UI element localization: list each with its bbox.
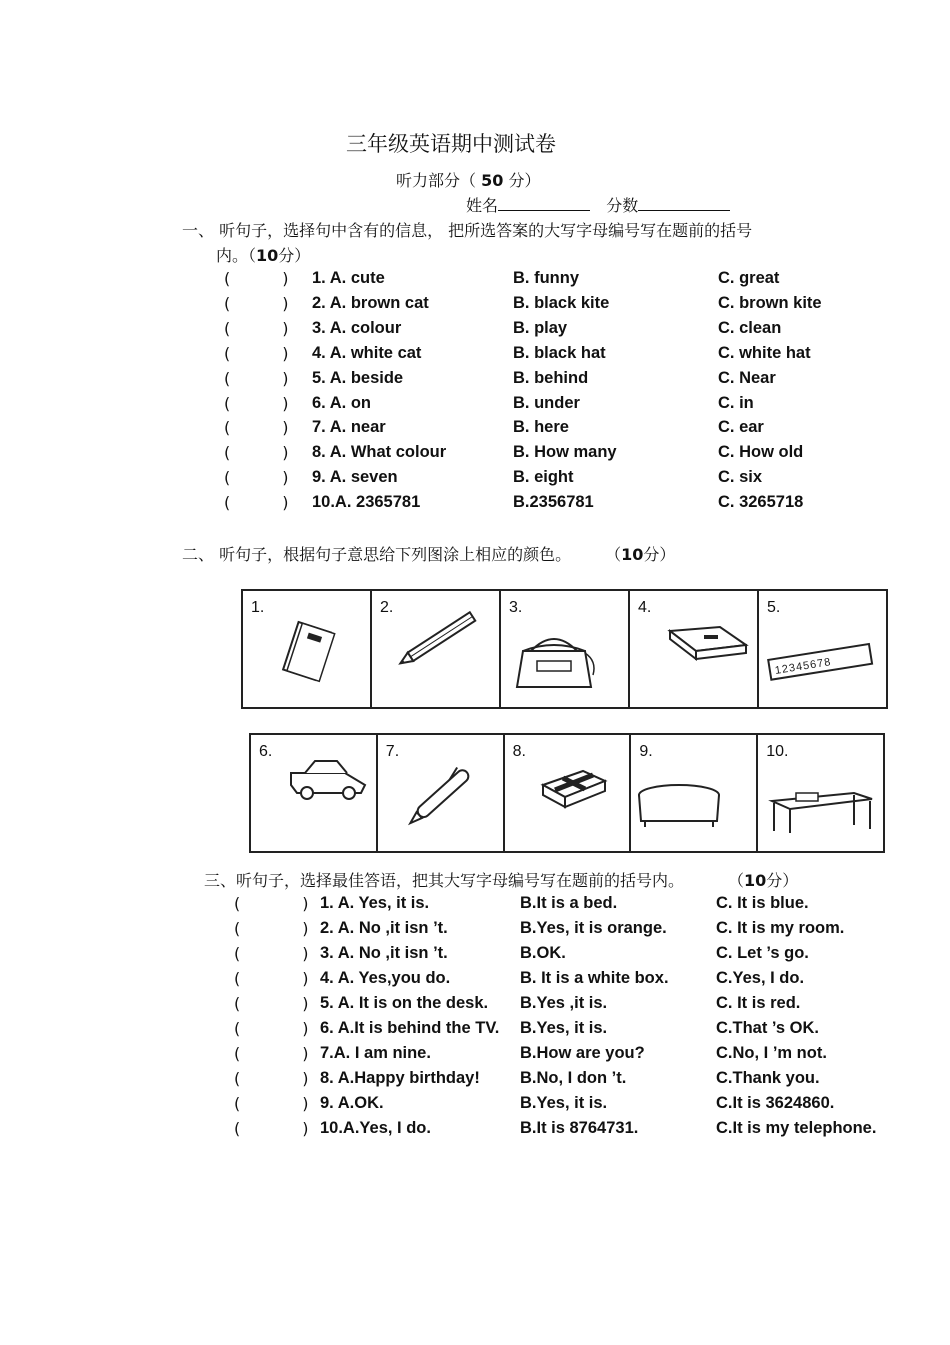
- subtitle-score: 50: [481, 171, 504, 190]
- answer-bracket[interactable]: ( ): [224, 418, 289, 438]
- option-b: B.Yes, it is.: [520, 1019, 608, 1037]
- answer-bracket[interactable]: ( ): [234, 944, 309, 963]
- option-b: B. It is a white box.: [520, 969, 669, 987]
- section2-heading-text: 二、 听句子，根据句子意思给下列图涂上相应的颜色。: [182, 545, 572, 564]
- option-c: C. in: [718, 393, 754, 412]
- option-a: 5. A. It is on the desk.: [320, 994, 489, 1012]
- option-b: B. under: [513, 393, 580, 412]
- option-a: 5. A. beside: [312, 368, 404, 387]
- option-b: B.Yes, it is.: [520, 1094, 608, 1112]
- option-c: C. six: [718, 468, 763, 487]
- option-a: 4. A. Yes,you do.: [320, 969, 451, 987]
- picture-number: 10.: [766, 743, 789, 760]
- option-b: B. here: [513, 418, 569, 437]
- option-b: B. black hat: [513, 343, 606, 362]
- option-c: C. It is red.: [716, 994, 801, 1012]
- option-a: 2. A. brown cat: [312, 293, 429, 312]
- picture-cell-9[interactable]: [631, 735, 758, 851]
- ruler-icon: [759, 591, 887, 707]
- picture-number: 7.: [385, 743, 400, 760]
- option-a: 7. A. near: [312, 418, 386, 437]
- option-c: C. clean: [718, 318, 782, 337]
- option-c: C.No, I ’m not.: [716, 1044, 827, 1062]
- picture-number: 2.: [380, 599, 394, 616]
- desk-icon: [758, 735, 884, 851]
- answer-bracket[interactable]: ( ): [234, 1019, 309, 1038]
- answer-bracket[interactable]: ( ): [224, 343, 289, 363]
- picture-number: 5.: [767, 599, 781, 616]
- picture-number: 9.: [639, 743, 653, 760]
- book-icon: [243, 591, 371, 707]
- option-a: 10.A.Yes, I do.: [320, 1119, 431, 1137]
- answer-bracket[interactable]: ( ): [234, 1069, 309, 1088]
- section1-heading: 一、 听句子，选择句中含有的信息， 把所选答案的大写字母编号写在题前的括号: [182, 221, 753, 240]
- option-a: 7.A. I am nine.: [320, 1044, 431, 1062]
- answer-bracket[interactable]: ( ): [224, 293, 289, 313]
- option-a: 4. A. white cat: [312, 343, 422, 362]
- answer-bracket[interactable]: ( ): [234, 994, 309, 1013]
- option-b: B.Yes, it is orange.: [520, 919, 667, 937]
- section3-heading-text: 三、听句子，选择最佳答语，把其大写字母编号写在题前的括号内。: [204, 871, 685, 890]
- option-a: 3. A. No ,it isn ’t.: [320, 944, 448, 962]
- option-b: B.No, I don ’t.: [520, 1069, 627, 1087]
- picture-row-1: [241, 589, 888, 709]
- option-b: B.How are you?: [520, 1044, 645, 1062]
- name-field[interactable]: [498, 196, 590, 211]
- option-b: B. play: [513, 318, 568, 337]
- option-a: 10.A. 2365781: [312, 493, 421, 512]
- answer-bracket[interactable]: ( ): [234, 919, 309, 938]
- subtitle: [396, 168, 540, 191]
- answer-bracket[interactable]: ( ): [234, 894, 309, 913]
- option-c: C. 3265718: [718, 493, 804, 512]
- answer-bracket[interactable]: ( ): [224, 393, 289, 413]
- round-table-icon: [631, 735, 757, 851]
- option-c: C. Let ’s go.: [716, 944, 809, 962]
- picture-cell-4[interactable]: [630, 591, 759, 707]
- name-score-row: [466, 193, 730, 216]
- name-label: 姓名: [466, 196, 499, 215]
- pen-icon: [378, 735, 504, 851]
- picture-number: 1.: [251, 599, 265, 616]
- section1-heading-prefix: 内。（: [216, 246, 257, 265]
- picture-number: 6.: [259, 743, 273, 760]
- section2-score-suffix: 分）: [643, 545, 676, 564]
- section3-heading: [204, 868, 798, 891]
- option-c: C.Thank you.: [716, 1069, 820, 1087]
- option-c: C.Yes, I do.: [716, 969, 805, 987]
- section2-heading: [182, 542, 675, 565]
- picture-cell-3[interactable]: [501, 591, 630, 707]
- picture-cell-2[interactable]: [372, 591, 501, 707]
- option-a: 6. A. on: [312, 393, 371, 412]
- picture-row-2: [249, 733, 885, 853]
- option-b: B.OK.: [520, 944, 566, 962]
- option-a: 6. A.It is behind the TV.: [320, 1019, 500, 1037]
- option-a: 2. A. No ,it isn ’t.: [320, 919, 448, 937]
- answer-bracket[interactable]: ( ): [224, 269, 289, 288]
- score-label: 分数: [606, 196, 639, 215]
- picture-number: 8.: [512, 743, 526, 760]
- pencil-box-icon: [630, 591, 758, 707]
- answer-bracket[interactable]: ( ): [234, 1094, 309, 1113]
- picture-cell-7[interactable]: [378, 735, 505, 851]
- ruler-digits: 12345678: [774, 656, 833, 677]
- section1-score: 10: [256, 246, 279, 265]
- answer-bracket[interactable]: ( ): [224, 468, 289, 488]
- option-c: C. How old: [718, 443, 804, 462]
- picture-cell-10[interactable]: [758, 735, 883, 851]
- option-a: 3. A. colour: [312, 318, 402, 337]
- option-b: B. How many: [513, 443, 617, 462]
- option-a: 1. A. cute: [312, 269, 385, 287]
- option-c: C. Near: [718, 368, 776, 387]
- pencil-icon: [372, 591, 500, 707]
- section2-score: 10: [621, 545, 644, 564]
- car-icon: [251, 735, 377, 851]
- option-c: C.It is my telephone.: [716, 1119, 877, 1137]
- picture-number: 4.: [638, 599, 652, 616]
- section3-score-prefix: （: [728, 871, 745, 890]
- option-b: B. funny: [513, 269, 579, 287]
- subtitle-prefix: 听力部分（: [396, 171, 477, 190]
- option-a: 9. A.OK.: [320, 1094, 384, 1112]
- option-b: B.It is a bed.: [520, 894, 618, 912]
- section1-heading-line2: [216, 243, 310, 266]
- answer-bracket[interactable]: ( ): [224, 493, 289, 513]
- option-c: C. brown kite: [718, 293, 822, 312]
- picture-cell-6[interactable]: [251, 735, 378, 851]
- gift-box-icon: [505, 735, 631, 851]
- section1-heading-suffix: 分）: [278, 246, 311, 265]
- page-title: 三年级英语期中测试卷: [346, 132, 556, 156]
- answer-bracket[interactable]: ( ): [224, 368, 289, 388]
- answer-bracket[interactable]: ( ): [234, 1119, 309, 1138]
- score-field[interactable]: [638, 196, 730, 211]
- option-a: 8. A. What colour: [312, 443, 447, 462]
- option-a: 1. A. Yes, it is.: [320, 894, 430, 912]
- picture-cell-1[interactable]: [243, 591, 372, 707]
- option-b: B.2356781: [513, 493, 594, 512]
- bag-icon: [501, 591, 629, 707]
- picture-cell-8[interactable]: [505, 735, 632, 851]
- option-c: C. It is blue.: [716, 894, 809, 912]
- picture-cell-5[interactable]: [759, 591, 886, 707]
- option-b: B.Yes ,it is.: [520, 994, 608, 1012]
- option-b: B. eight: [513, 468, 574, 487]
- option-b: B. behind: [513, 368, 589, 387]
- picture-number: 3.: [509, 599, 523, 616]
- option-c: C.It is 3624860.: [716, 1094, 835, 1112]
- option-a: 8. A.Happy birthday!: [320, 1069, 480, 1087]
- answer-bracket[interactable]: ( ): [234, 1044, 309, 1063]
- option-c: C. It is my room.: [716, 919, 845, 937]
- section2-score-prefix: （: [605, 545, 622, 564]
- option-c: C. ear: [718, 418, 764, 437]
- answer-bracket[interactable]: ( ): [224, 318, 289, 338]
- answer-bracket[interactable]: ( ): [234, 969, 309, 988]
- option-a: 9. A. seven: [312, 468, 398, 487]
- option-c: C. white hat: [718, 343, 811, 362]
- option-c: C.That ’s OK.: [716, 1019, 819, 1037]
- option-b: B.It is 8764731.: [520, 1119, 639, 1137]
- section3-score-suffix: 分）: [766, 871, 799, 890]
- option-c: C. great: [718, 269, 780, 287]
- section3-score: 10: [744, 871, 767, 890]
- option-b: B. black kite: [513, 293, 610, 312]
- subtitle-suffix: 分）: [508, 171, 541, 190]
- answer-bracket[interactable]: ( ): [224, 443, 289, 463]
